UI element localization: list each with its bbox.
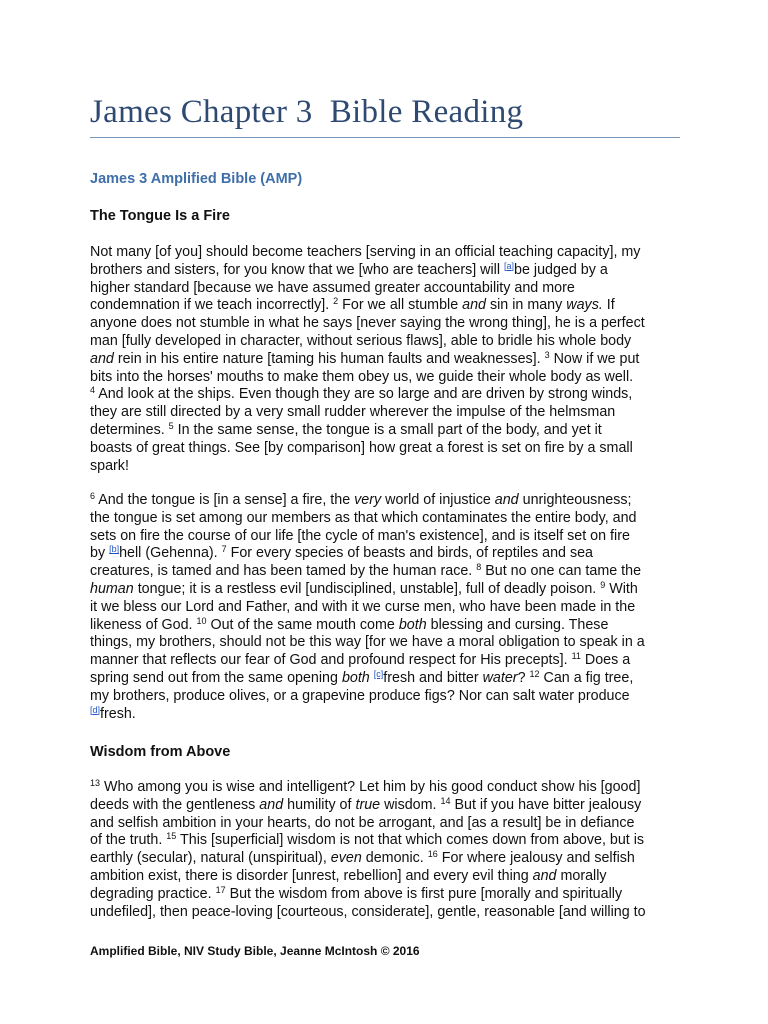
- footnote-link[interactable]: [a]: [504, 260, 515, 271]
- verse-number: 5: [168, 420, 174, 431]
- text-line: undefiled], then peace-loving [courteous, considerate], gentle, reasonable [and willing to: [90, 903, 646, 920]
- text-run: Can a fig tree,: [539, 669, 634, 686]
- text-run: deeds with the gentleness: [90, 796, 260, 813]
- section-heading-tongue: The Tongue Is a Fire: [90, 208, 230, 224]
- text-run: tongue; it is a restless evil [undisciplined, unstable], full of deadly poison.: [133, 580, 601, 597]
- text-line: man [fully developed in character, without serious flaws], able to bridle his whole body: [90, 332, 632, 349]
- text-run: world of injustice: [381, 492, 495, 508]
- text-line: condemnation if we teach incorrectly].: [90, 297, 334, 314]
- text-line: Not many [of you] should become teachers [serving in an official teaching capacity], my: [90, 244, 641, 260]
- text-line: boasts of great things. See [by comparison] how great a forest is set on fire by a small: [90, 439, 633, 456]
- verse-number: 14: [440, 795, 451, 806]
- text-run: Does a: [580, 652, 631, 669]
- text-run: Who among you is wise and intelligent? Let him by his good conduct show his [good]: [100, 779, 641, 795]
- paragraph-verses-1-5: [90, 244, 680, 475]
- footnote-b[interactable]: [109, 544, 119, 554]
- text-run: This [superficial] wisdom is not that which comes down from above, but is: [176, 832, 645, 849]
- italic-text: both: [398, 616, 427, 633]
- verse-number: 7: [221, 544, 227, 555]
- text-line: creatures, is tamed and has been tamed by the human race.: [90, 563, 477, 580]
- text-run: But the wisdom from above is first pure [morally and spiritually: [225, 885, 623, 902]
- italic-text: and: [462, 297, 486, 314]
- text-run: ?: [517, 669, 530, 686]
- footnote-link[interactable]: [c]: [373, 668, 384, 679]
- text-run: of the truth.: [90, 832, 167, 849]
- footnote-link[interactable]: [b]: [109, 544, 120, 555]
- paragraph-verses-6-12: [90, 492, 680, 723]
- verse-number: 9: [600, 579, 606, 590]
- text-line: likeness of God.: [90, 616, 197, 633]
- title-underline: [90, 137, 680, 138]
- text-run: unrighteousness;: [518, 492, 632, 508]
- italic-text: and: [259, 796, 284, 813]
- footnote-link[interactable]: [d]: [90, 704, 101, 715]
- verse-number: 16: [427, 849, 438, 860]
- text-run: But no one can tame the: [481, 563, 642, 580]
- text-line: higher standard [because we have assumed greater accountability and more: [90, 279, 575, 296]
- text-run: demonic.: [361, 850, 428, 867]
- text-run: degrading practice.: [90, 885, 216, 902]
- verse-number: 13: [90, 778, 101, 788]
- footnote-a[interactable]: [504, 261, 514, 271]
- italic-text: very: [354, 492, 382, 508]
- footnote-c[interactable]: [374, 669, 384, 679]
- text-run: humility of: [283, 796, 356, 813]
- italic-text: and: [494, 492, 519, 508]
- text-line: things, my brothers, should not be this way [for we have a moral obligation to speak in a: [90, 634, 645, 651]
- italic-text: both: [341, 669, 370, 686]
- verse-number: 3: [544, 349, 550, 360]
- text-line: anyone does not stumble in what he says [never saying the wrong thing], he is a perfect: [90, 315, 645, 332]
- italic-text: human: [90, 580, 134, 597]
- text-line: sets on fire the course of our life [the cycle of man's existence], and is itself set on fire: [90, 527, 630, 544]
- text-run: fresh.: [100, 705, 136, 722]
- verse-number: 4: [90, 385, 96, 396]
- verse-number: 6: [90, 491, 96, 501]
- text-run: For we all stumble: [338, 297, 463, 314]
- italic-text: ways.: [566, 297, 603, 314]
- text-line: manner that reflects our fear of God and profound respect for His precepts].: [90, 652, 572, 669]
- text-run: And look at the ships. Even though they are so large and are driven by strong winds,: [95, 386, 633, 403]
- verse-number: 2: [333, 296, 339, 307]
- text-run: For every species of beasts and birds, of reptiles and sea: [226, 545, 593, 562]
- text-run: fresh and bitter: [383, 669, 483, 686]
- text-line: spark!: [90, 457, 129, 474]
- text-run: blessing and cursing. These: [426, 616, 609, 633]
- text-run: And the tongue is [in a sense] a fire, the: [95, 492, 355, 508]
- text-line: it we bless our Lord and Father, and with it we curse men, who have been made in the: [90, 598, 636, 615]
- text-run: morally: [556, 867, 607, 884]
- text-run: be judged by a: [514, 261, 608, 278]
- text-line: brothers and sisters, for you know that we [who are teachers] will: [90, 261, 505, 278]
- text-run: If: [602, 297, 615, 314]
- text-run: Out of the same mouth come: [206, 616, 399, 633]
- verse-number: 8: [476, 562, 482, 573]
- text-run: by: [90, 545, 110, 562]
- text-line: bits into the horses' mouths to make them obey us, we guide their whole body as well.: [90, 368, 634, 385]
- text-run: earthly (secular), natural (unspiritual),: [90, 850, 331, 867]
- text-run: wisdom.: [380, 796, 441, 813]
- text-run: rein in his entire nature [taming his human faults and weaknesses].: [113, 350, 545, 367]
- section-heading-wisdom: Wisdom from Above: [90, 744, 231, 760]
- text-line: the tongue is set among our members as that which contaminates the entire body, and: [90, 509, 637, 526]
- text-run: But if you have bitter jealousy: [450, 796, 642, 813]
- text-run: hell (Gehenna).: [119, 545, 222, 562]
- text-line: determines.: [90, 421, 169, 438]
- text-run: spring send out from the same opening: [90, 669, 342, 686]
- translation-subtitle: James 3 Amplified Bible (AMP): [90, 171, 303, 187]
- text-line: and selfish ambition in your hearts, do not be arrogant, and [as a result] be in defiance: [90, 814, 635, 831]
- verse-number: 12: [529, 668, 540, 679]
- text-run: Now if we put: [549, 350, 640, 367]
- verse-number: 17: [215, 884, 226, 895]
- verse-number: 10: [196, 615, 207, 626]
- italic-text: true: [355, 796, 381, 813]
- text-run: With: [605, 580, 638, 597]
- text-run: ambition exist, there is disorder [unrest, rebellion] and every evil thing: [90, 867, 533, 884]
- italic-text: and: [532, 867, 557, 884]
- text-line: my brothers, produce olives, or a grapevine produce figs? Nor can salt water produce: [90, 687, 630, 704]
- text-line: they are still directed by a very small rudder wherever the impulse of the helmsman: [90, 404, 616, 421]
- text-run: sin in many: [486, 297, 567, 314]
- verse-number: 11: [571, 651, 581, 662]
- text-run: For where jealousy and selfish: [437, 850, 635, 867]
- italic-text: water: [482, 669, 518, 686]
- text-run: In the same sense, the tongue is a small part of the body, and yet it: [173, 421, 602, 438]
- page-title: James Chapter 3 Bible Reading: [90, 94, 524, 130]
- verse-number: 15: [166, 831, 177, 842]
- paragraph-verses-13-17: [90, 779, 680, 921]
- italic-text: even: [330, 850, 362, 867]
- italic-text: and: [90, 350, 114, 367]
- footnote-d[interactable]: [90, 705, 100, 715]
- page-footer: Amplified Bible, NIV Study Bible, Jeanne McIntosh © 2016: [90, 944, 420, 958]
